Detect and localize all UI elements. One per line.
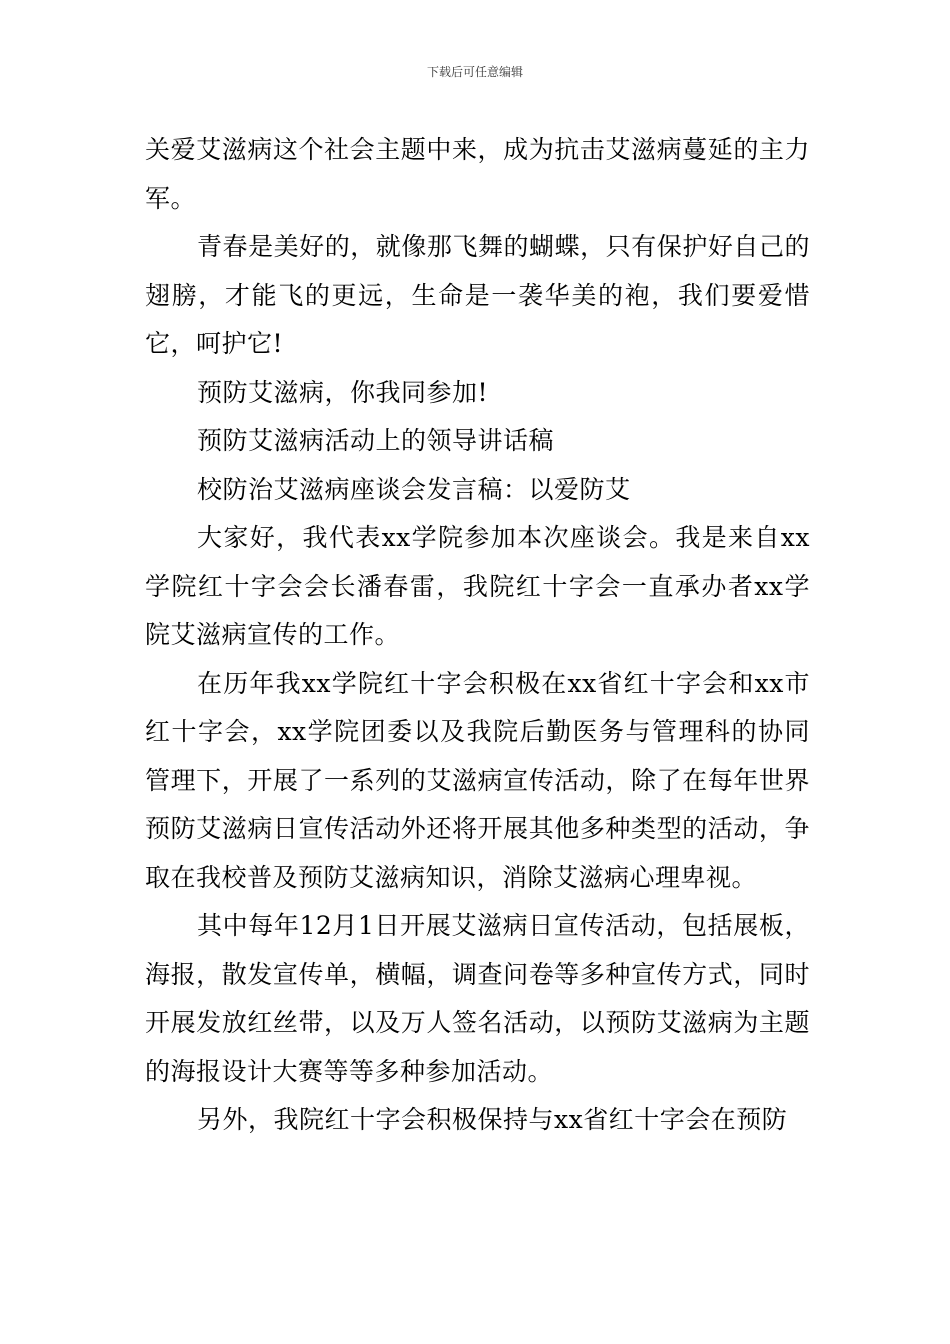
paragraph: 关爱艾滋病这个社会主题中来，成为抗击艾滋病蔓延的主力军。 (145, 135, 810, 213)
paragraph: 青春是美好的，就像那飞舞的蝴蝶，只有保护好自己的翅膀，才能飞的更远，生命是一袭华美的袍，我们要爱惜它，呵护它! (145, 232, 810, 358)
paragraph: 在历年我xx学院红十字会积极在xx省红十字会和xx市红十字会，xx学院团委以及我院后勤医务与管理科的协同管理下，开展了一系列的艾滋病宣传活动，除了在每年世界预防艾滋病日宣传活动外还将开展其他多种类型的活动，争取在我校普及预防艾滋病知识，消除艾滋病心理卑视。 (145, 668, 810, 892)
page-header: 下载后可任意编辑 (426, 65, 523, 79)
paragraph-title: 预防艾滋病活动上的领导讲话稿 (197, 426, 555, 455)
paragraph: 另外，我院红十字会积极保持与xx省红十字会在预防 (197, 1105, 788, 1134)
paragraph: 预防艾滋病，你我同参加! (197, 377, 489, 407)
paragraph: 大家好，我代表xx学院参加本次座谈会。我是来自xx学院红十字会会长潘春雷，我院红十字会一直承办者xx学院艾滋病宣传的工作。 (145, 523, 810, 649)
paragraph-subtitle: 校防治艾滋病座谈会发言稿：以爱防艾 (197, 474, 631, 504)
document-body (145, 126, 810, 1145)
paragraph: 其中每年12月1日开展艾滋病日宣传活动，包括展板，海报，散发宣传单，横幅，调查问卷等多种宣传方式，同时开展发放红丝带，以及万人签名活动，以预防艾滋病为主题的海报设计大赛等等多种参加活动。 (145, 911, 810, 1086)
